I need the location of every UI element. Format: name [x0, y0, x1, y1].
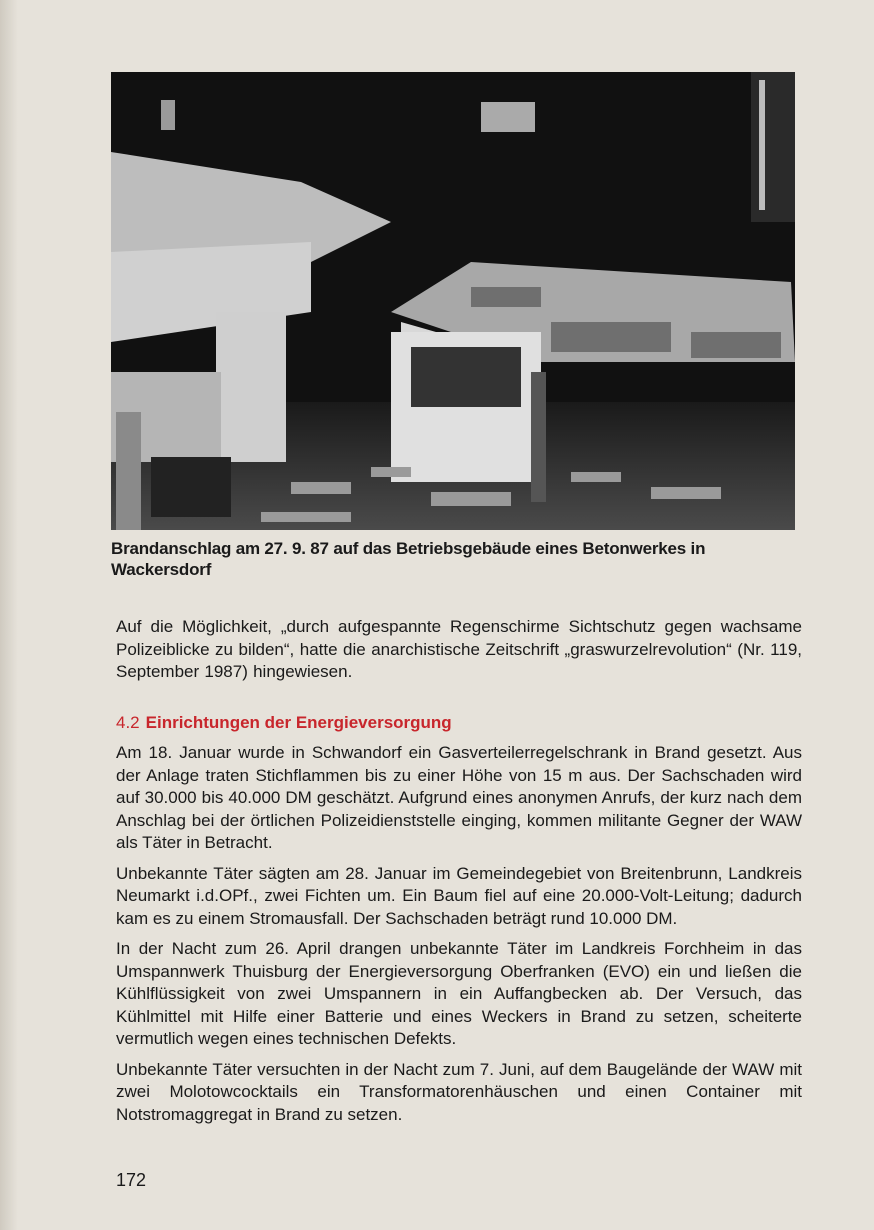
body-paragraph: Unbekannte Täter sägten am 28. Januar im Gemeindegebiet von Breitenbrunn, Landkreis Neumarkt i.d.OPf., zwei Fichten um. Ein Baum fiel auf eine 20.000-Volt-Leitung; dadurch kam es zu einem Stromausfall. Der Sachschaden beträgt rund 10.000 DM. — [116, 863, 802, 928]
photo-caption: Brandanschlag am 27. 9. 87 auf das Betriebsgebäude eines Betonwerkes in Wackersdorf — [111, 539, 706, 579]
body-paragraph: In der Nacht zum 26. April drangen unbekannte Täter im Landkreis Forchheim in das Umspannwerk Thuisburg der Energieversorgung Oberfranken (EVO) ein und ließen die Kühlflüssigkeit von zwei Umspannern in ein Auffangbecken ab. Der Versuch, das Kühlmittel mit Hilfe einer Batterie und eines Weckers in Brand zu setzen, scheiterte vermutlich wegen eines technischen Defekts. — [116, 939, 802, 1048]
section-heading — [116, 712, 452, 734]
section-number: 4.2 — [116, 713, 140, 732]
photo-burned-office — [111, 72, 795, 530]
section-body — [116, 742, 802, 1134]
page-edge — [0, 0, 18, 1230]
body-paragraph: Am 18. Januar wurde in Schwandorf ein Gasverteilerregelschrank in Brand gesetzt. Aus der Anlage traten Stichflammen bis zu einer Höhe von 15 m aus. Der Sachschaden wird auf 30.000 bis 40.000 DM geschätzt. Aufgrund eines anonymen Anrufs, der kurz nach dem Anschlag bei der örtlichen Polizeidienststelle einging, kommen militante Gegner der WAW als Täter in Betracht. — [116, 743, 802, 852]
section-title: Einrichtungen der Energieversorgung — [145, 713, 452, 732]
body-paragraph: Unbekannte Täter versuchten in der Nacht zum 7. Juni, auf dem Baugelände der WAW mit zwei Molotowcocktails ein Transformatorenhäuschen und einen Container mit Notstromaggregat in Brand zu setzen. — [116, 1059, 802, 1124]
intro-paragraph: Auf die Möglichkeit, „durch aufgespannte Regenschirme Sichtschutz gegen wachsame Polizeiblicke zu bilden“, hatte die anarchistische Zeitschrift „graswurzelrevolution“ (Nr. 119, September 1987) hingewiesen. — [116, 617, 802, 681]
page-number: 172 — [116, 1170, 147, 1190]
